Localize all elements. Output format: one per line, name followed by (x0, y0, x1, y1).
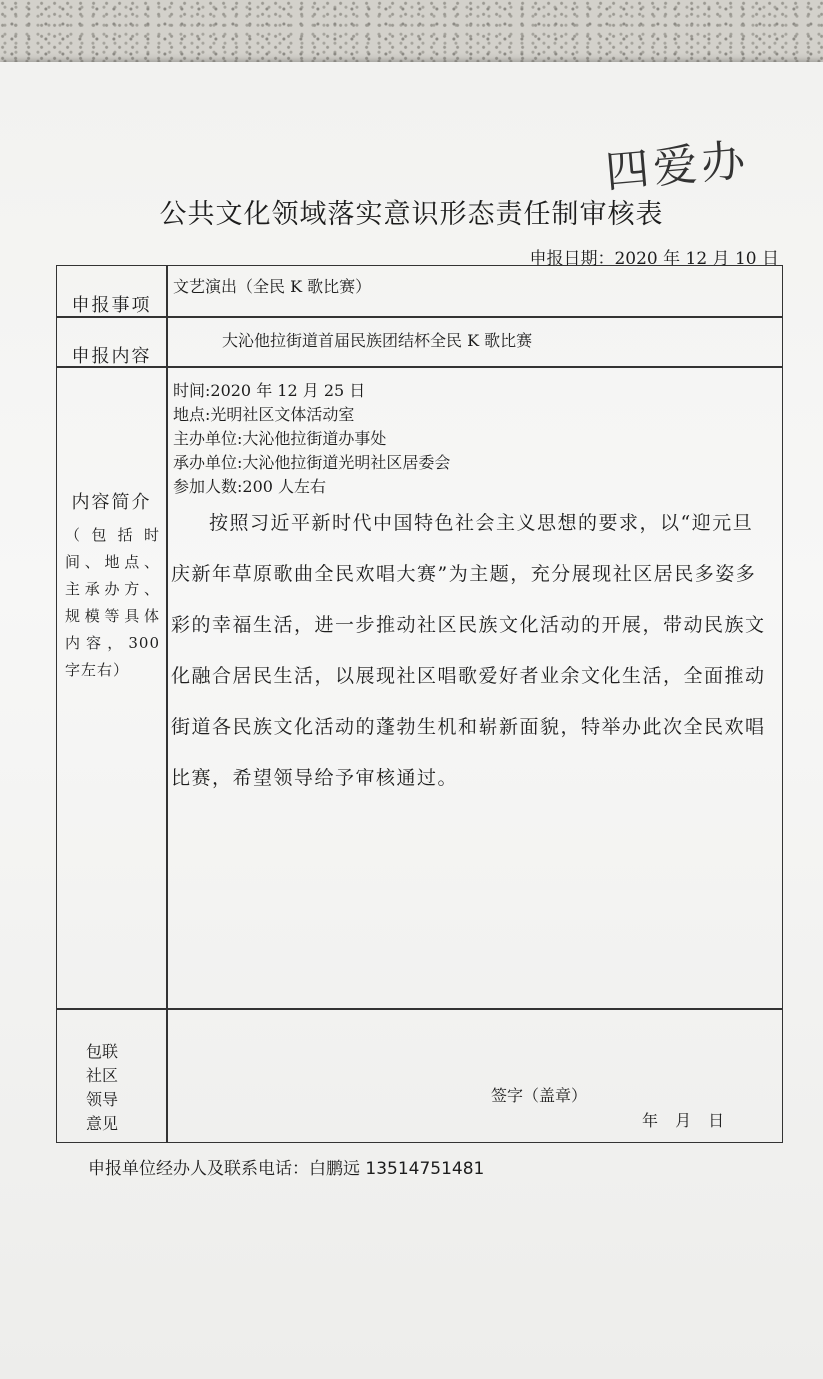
summary-paragraph-text: 按照习近平新时代中国特色社会主义思想的要求，以“迎元旦 庆新年草原歌曲全民欢唱大赛”为主题，充分展现社区居民多姿多彩的幸福生活，进一步推动社区民族文化活动的开展，带动民族文化融合居民生活，以展现社区唱歌爱好者业余文化生活，全面推动街道各民族文化活动的蓬勃生机和崭新面貌，特举办此次全民欢唱比赛，希望领导给予审核通过。 (171, 512, 766, 789)
table-column-divider (166, 266, 168, 1142)
detail-time: 时间:2020 年 12 月 25 日 (173, 381, 366, 400)
summary-sublabel: （包括时间、地点、主承办方、规模等具体内容，300字左右） (65, 526, 160, 679)
handwritten-note-text: 四爱办 (603, 134, 752, 199)
document-title: 公共文化领域落实意识形态责任制审核表 (159, 199, 664, 230)
review-form-table (56, 265, 783, 1143)
contact-info: 申报单位经办人及联系电话：白鹏远 13514751481 (88, 1159, 485, 1179)
detail-participants: 参加人数:200 人左右 (173, 477, 327, 496)
signature-stamp-label: 签字（盖章） (491, 1086, 588, 1105)
report-date: 申报日期：2020 年 12 月 10 日 (529, 249, 779, 269)
summary-label: 内容简介 (71, 492, 152, 513)
summary-paragraph (171, 498, 776, 804)
item-value: 文艺演出（全民 K 歌比赛） (173, 277, 372, 296)
detail-host: 承办单位:大沁他拉街道光明社区居委会 (173, 453, 451, 472)
date-placeholder: 年 月 日 (642, 1111, 725, 1130)
item-label: 申报事项 (71, 295, 152, 316)
table-row-divider (57, 1008, 782, 1010)
content-label: 申报内容 (71, 346, 152, 367)
detail-location: 地点:光明社区文体活动室 (173, 405, 355, 424)
detail-organizer: 主办单位:大沁他拉街道办事处 (173, 429, 387, 448)
leader-opinion-label: 包联社区领导意见 (86, 1042, 119, 1133)
content-value: 大沁他拉街道首届民族团结杯全民 K 歌比赛 (222, 331, 533, 350)
